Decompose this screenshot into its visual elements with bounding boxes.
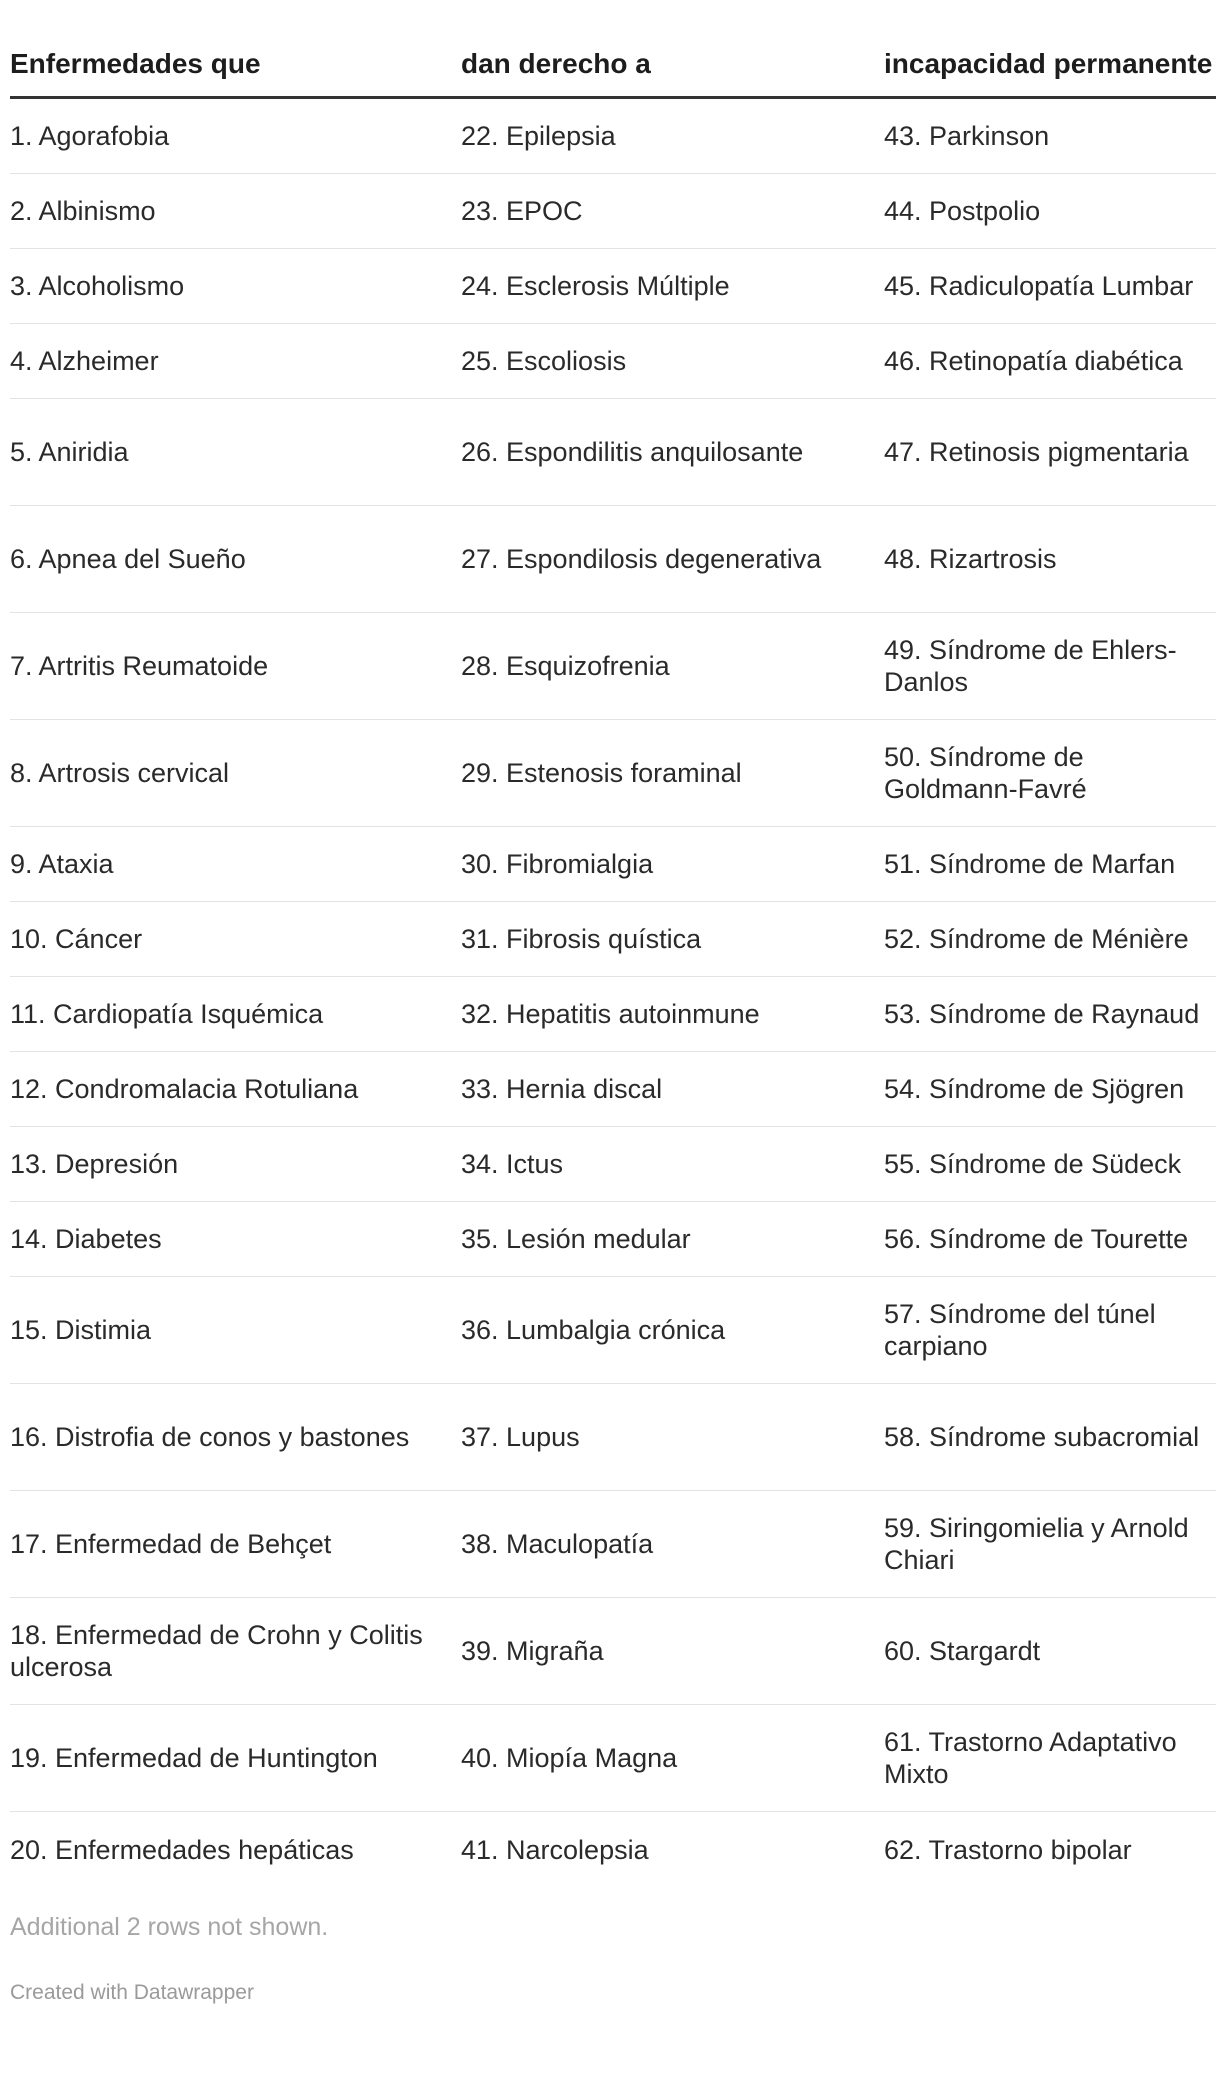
table-cell-col-1: 14. Diabetes — [10, 1224, 162, 1254]
table-cell-col-1: 1. Agorafobia — [10, 121, 170, 151]
table-cell-col-1: 17. Enfermedad de Behçet — [10, 1529, 332, 1559]
table-cell-col-1: 6. Apnea del Sueño — [10, 544, 246, 574]
table-cell-col-2: 32. Hepatitis autoinmune — [461, 999, 760, 1029]
table-row — [10, 1277, 1216, 1384]
table-cell-col-2: 36. Lumbalgia crónica — [461, 1315, 726, 1345]
table-row — [10, 1598, 1216, 1705]
table-cell-col-1: 16. Distrofia de conos y bastones — [10, 1422, 410, 1452]
table-cell-col-1: 9. Ataxia — [10, 849, 114, 879]
table-cell-col-1: 7. Artritis Reumatoide — [10, 651, 269, 681]
table-cell-col-1: 18. Enfermedad de Crohn y Colitis ulcerosa — [10, 1620, 423, 1682]
table-cell-col-2: 38. Maculopatía — [461, 1529, 654, 1559]
table-row — [10, 1491, 1216, 1598]
table-cell-col-3: 60. Stargardt — [884, 1636, 1041, 1666]
table-row — [10, 99, 1216, 174]
table-cell-col-3: 53. Síndrome de Raynaud — [884, 999, 1200, 1029]
table-cell-col-2: 25. Escoliosis — [461, 346, 627, 376]
table-cell-col-2: 37. Lupus — [461, 1422, 580, 1452]
table-cell-col-3: 61. Trastorno Adaptativo Mixto — [884, 1727, 1177, 1789]
table-cell-col-1: 8. Artrosis cervical — [10, 758, 230, 788]
table-cell-col-2: 23. EPOC — [461, 196, 583, 226]
table-cell-col-3: 55. Síndrome de Südeck — [884, 1149, 1182, 1179]
table-row — [10, 902, 1216, 977]
table-row — [10, 174, 1216, 249]
datawrapper-table-widget — [0, 46, 1220, 2007]
table-cell-col-2: 29. Estenosis foraminal — [461, 758, 742, 788]
table-cell-col-3: 52. Síndrome de Ménière — [884, 924, 1189, 954]
table-cell-col-3: 43. Parkinson — [884, 121, 1050, 151]
table-cell-col-3: 49. Síndrome de Ehlers-Danlos — [884, 635, 1177, 697]
table-cell-col-2: 24. Esclerosis Múltiple — [461, 271, 730, 301]
table-cell-col-1: 13. Depresión — [10, 1149, 179, 1179]
table-cell-col-1: 3. Alcoholismo — [10, 271, 185, 301]
table-cell-col-1: 20. Enfermedades hepáticas — [10, 1834, 354, 1865]
table-cell-col-2: 30. Fibromialgia — [461, 849, 654, 879]
table-cell-col-2: 27. Espondilosis degenerativa — [461, 544, 822, 574]
table-cell-col-2: 35. Lesión medular — [461, 1224, 691, 1254]
table-cell-col-1: 4. Alzheimer — [10, 346, 159, 376]
table-cell-col-3: 46. Retinopatía diabética — [884, 346, 1183, 376]
table-cell-col-3: 44. Postpolio — [884, 196, 1041, 226]
table-cell-col-2: 26. Espondilitis anquilosante — [461, 437, 804, 467]
table-cell-col-3: 50. Síndrome de Goldmann-Favré — [884, 742, 1087, 804]
table-row — [10, 506, 1216, 613]
diseases-table — [10, 46, 1216, 1887]
table-row — [10, 1052, 1216, 1127]
table-cell-col-3: 57. Síndrome del túnel carpiano — [884, 1299, 1156, 1361]
table-row — [10, 613, 1216, 720]
table-header — [10, 46, 1216, 99]
table-row — [10, 720, 1216, 827]
table-cell-col-1: 19. Enfermedad de Huntington — [10, 1743, 378, 1773]
table-cell-col-3: 54. Síndrome de Sjögren — [884, 1074, 1185, 1104]
table-cell-col-1: 15. Distimia — [10, 1315, 152, 1345]
table-row — [10, 324, 1216, 399]
table-row — [10, 399, 1216, 506]
table-cell-col-2: 34. Ictus — [461, 1149, 564, 1179]
table-cell-col-3: 48. Rizartrosis — [884, 544, 1057, 574]
header-col-2: dan derecho a — [461, 48, 651, 79]
table-cell-col-2: 28. Esquizofrenia — [461, 651, 670, 681]
table-cell-col-3: 62. Trastorno bipolar — [884, 1834, 1132, 1865]
table-row — [10, 1705, 1216, 1812]
table-cell-col-1: 12. Condromalacia Rotuliana — [10, 1074, 359, 1104]
table-cell-col-2: 33. Hernia discal — [461, 1074, 663, 1104]
rows-hidden-note: Additional 2 rows not shown. — [10, 1913, 329, 1941]
table-row — [10, 1127, 1216, 1202]
table-cell-col-2: 41. Narcolepsia — [461, 1834, 649, 1865]
table-cell-col-3: 59. Siringomielia y Arnold Chiari — [884, 1513, 1189, 1575]
table-cell-col-3: 45. Radiculopatía Lumbar — [884, 271, 1194, 301]
table-cell-col-2: 40. Miopía Magna — [461, 1743, 678, 1773]
table-cell-col-1: 10. Cáncer — [10, 924, 143, 954]
table-row — [10, 977, 1216, 1052]
table-cell-col-2: 22. Epilepsia — [461, 121, 616, 151]
table-row — [10, 1812, 1216, 1887]
table-cell-col-3: 51. Síndrome de Marfan — [884, 849, 1176, 879]
table-row — [10, 827, 1216, 902]
table-cell-col-3: 56. Síndrome de Tourette — [884, 1224, 1189, 1254]
header-col-3: incapacidad permanente — [884, 48, 1213, 79]
table-cell-col-3: 58. Síndrome subacromial — [884, 1422, 1200, 1452]
datawrapper-credit: Created with Datawrapper — [10, 1981, 254, 2004]
table-cell-col-1: 5. Aniridia — [10, 437, 129, 467]
table-cell-col-1: 11. Cardiopatía Isquémica — [10, 999, 324, 1029]
table-row — [10, 1202, 1216, 1277]
header-col-1: Enfermedades que — [10, 48, 261, 79]
table-row — [10, 1384, 1216, 1491]
table-body — [10, 99, 1216, 1887]
table-cell-col-2: 39. Migraña — [461, 1636, 604, 1666]
table-cell-col-2: 31. Fibrosis quística — [461, 924, 702, 954]
table-cell-col-3: 47. Retinosis pigmentaria — [884, 437, 1189, 467]
table-cell-col-1: 2. Albinismo — [10, 196, 156, 226]
table-row — [10, 249, 1216, 324]
